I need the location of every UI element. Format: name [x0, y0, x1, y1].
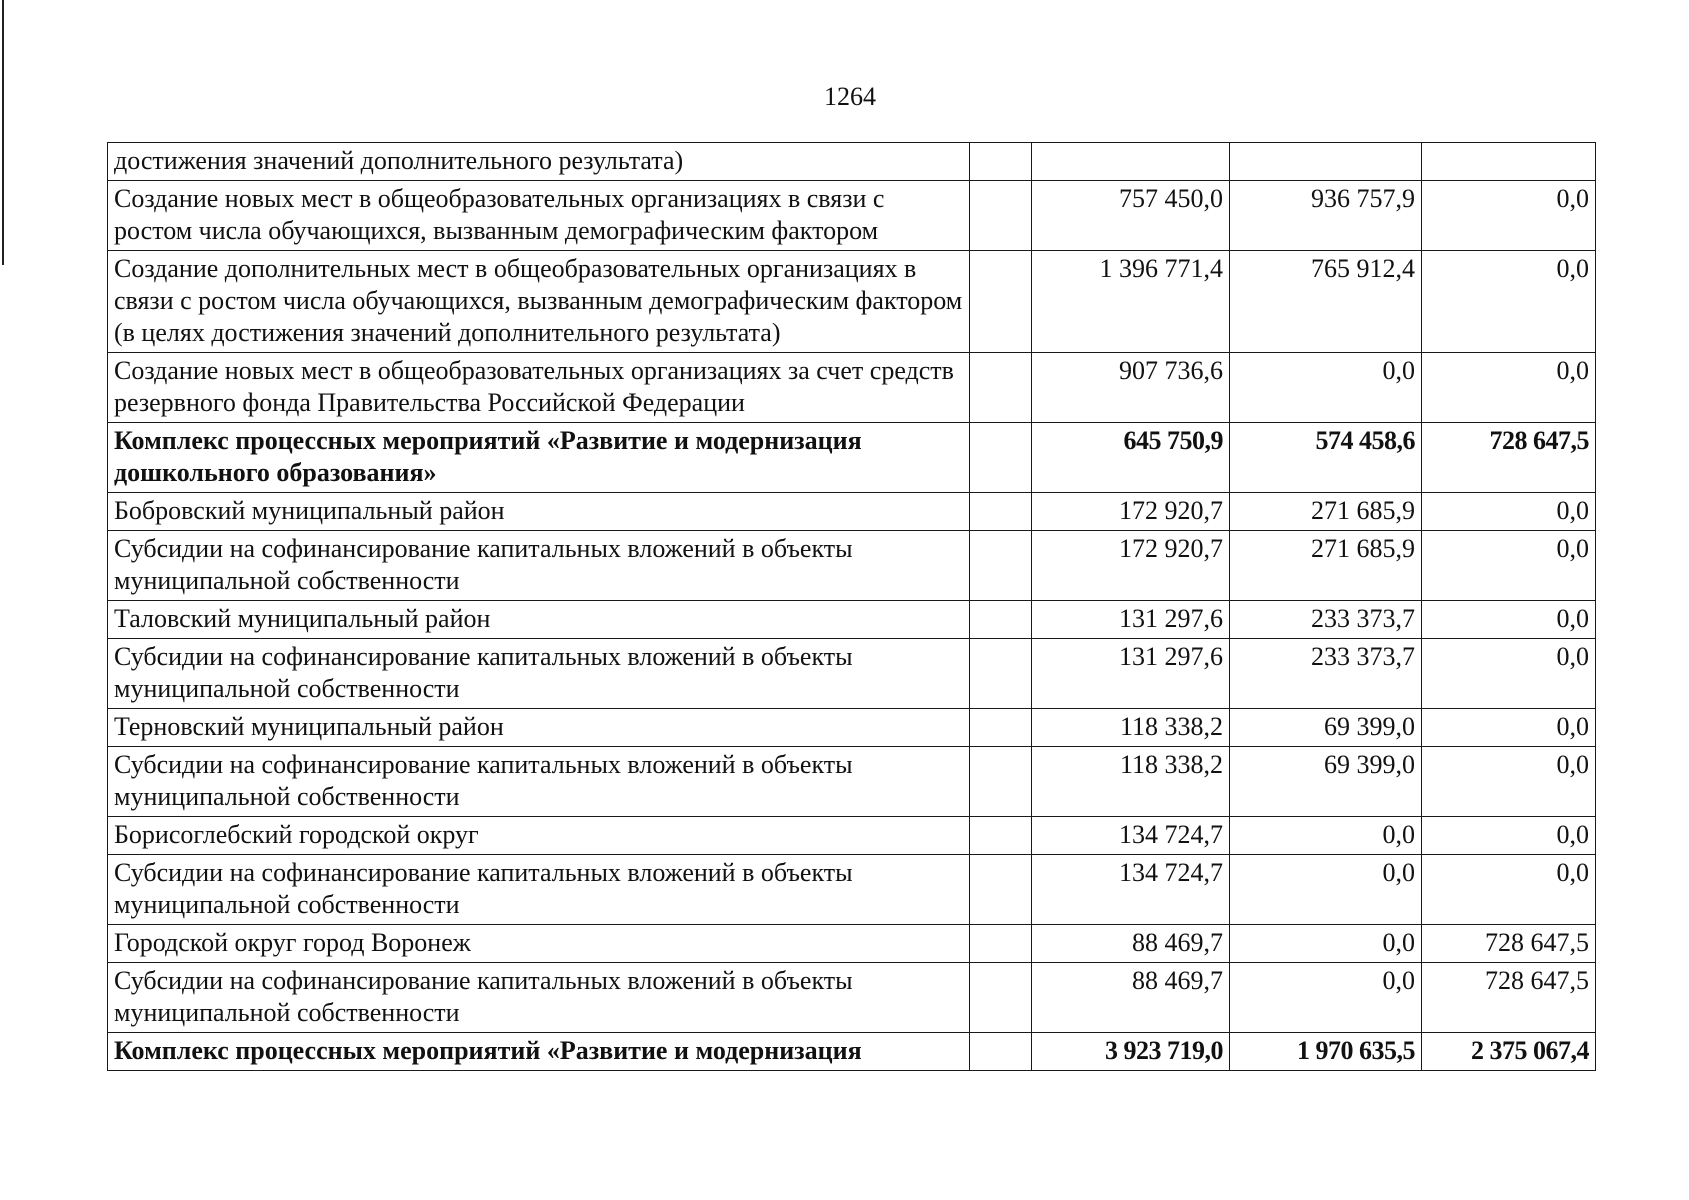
row-name: Комплекс процессных мероприятий «Развитие и модернизация дошкольного образования» [108, 423, 970, 493]
row-value-2: 69 399,0 [1230, 747, 1422, 817]
row-code-cell [970, 855, 1032, 925]
row-value-1: 757 450,0 [1032, 181, 1230, 251]
row-code-cell [970, 353, 1032, 423]
row-value-2: 69 399,0 [1230, 709, 1422, 747]
row-name: Городской округ город Воронеж [108, 925, 970, 963]
row-value-1: 131 297,6 [1032, 601, 1230, 639]
table-row-section-header [108, 423, 1596, 493]
row-code-cell [970, 1033, 1032, 1071]
table-row [108, 817, 1596, 855]
row-value-1: 1 396 771,4 [1032, 251, 1230, 353]
row-value-2: 271 685,9 [1230, 531, 1422, 601]
row-code-cell [970, 639, 1032, 709]
row-value-1: 134 724,7 [1032, 817, 1230, 855]
row-code-cell [970, 143, 1032, 181]
row-value-2: 936 757,9 [1230, 181, 1422, 251]
row-value-1: 907 736,6 [1032, 353, 1230, 423]
row-value-3: 0,0 [1422, 817, 1596, 855]
row-name: Субсидии на софинансирование капитальных вложений в объекты муниципальной собственности [108, 855, 970, 925]
row-value-2: 233 373,7 [1230, 639, 1422, 709]
row-code-cell [970, 601, 1032, 639]
row-name: Таловский муниципальный район [108, 601, 970, 639]
row-value-1: 3 923 719,0 [1032, 1033, 1230, 1071]
row-value-2: 574 458,6 [1230, 423, 1422, 493]
row-code-cell [970, 251, 1032, 353]
row-value-3: 728 647,5 [1422, 423, 1596, 493]
row-value-2: 0,0 [1230, 963, 1422, 1033]
row-value-1: 172 920,7 [1032, 493, 1230, 531]
row-code-cell [970, 423, 1032, 493]
row-name: Субсидии на софинансирование капитальных вложений в объекты муниципальной собственности [108, 747, 970, 817]
row-value-1 [1032, 143, 1230, 181]
row-value-3: 0,0 [1422, 639, 1596, 709]
row-name: Комплекс процессных мероприятий «Развитие и модернизация [108, 1033, 970, 1071]
table-row [108, 181, 1596, 251]
table-row [108, 709, 1596, 747]
row-value-3: 2 375 067,4 [1422, 1033, 1596, 1071]
row-value-2: 0,0 [1230, 817, 1422, 855]
row-value-3 [1422, 143, 1596, 181]
row-name: достижения значений дополнительного результата) [108, 143, 970, 181]
row-value-3: 0,0 [1422, 531, 1596, 601]
table-row [108, 251, 1596, 353]
row-value-2: 0,0 [1230, 855, 1422, 925]
row-value-1: 88 469,7 [1032, 925, 1230, 963]
row-value-3: 0,0 [1422, 181, 1596, 251]
row-value-3: 0,0 [1422, 251, 1596, 353]
row-name: Бобровский муниципальный район [108, 493, 970, 531]
row-name: Борисоглебский городской округ [108, 817, 970, 855]
row-code-cell [970, 531, 1032, 601]
row-code-cell [970, 181, 1032, 251]
row-value-1: 88 469,7 [1032, 963, 1230, 1033]
row-value-1: 131 297,6 [1032, 639, 1230, 709]
table-row [108, 531, 1596, 601]
row-name: Субсидии на софинансирование капитальных вложений в объекты муниципальной собственности [108, 963, 970, 1033]
row-code-cell [970, 817, 1032, 855]
row-value-1: 172 920,7 [1032, 531, 1230, 601]
row-name: Терновский муниципальный район [108, 709, 970, 747]
row-value-3: 0,0 [1422, 855, 1596, 925]
row-value-3: 0,0 [1422, 747, 1596, 817]
table-row [108, 353, 1596, 423]
table-row [108, 747, 1596, 817]
scan-edge-line [2, 0, 4, 265]
row-code-cell [970, 925, 1032, 963]
row-value-1: 645 750,9 [1032, 423, 1230, 493]
row-value-3: 0,0 [1422, 353, 1596, 423]
row-value-2: 0,0 [1230, 353, 1422, 423]
table-row [108, 963, 1596, 1033]
row-code-cell [970, 963, 1032, 1033]
row-value-2: 271 685,9 [1230, 493, 1422, 531]
row-value-3: 0,0 [1422, 709, 1596, 747]
budget-table-body [108, 143, 1596, 1071]
row-value-2: 1 970 635,5 [1230, 1033, 1422, 1071]
row-name: Создание дополнительных мест в общеобразовательных организациях в связи с ростом числа обучающихся, вызванным демографическим фактором (в целях достижения значений дополнительного результата) [108, 251, 970, 353]
row-value-1: 118 338,2 [1032, 747, 1230, 817]
row-value-3: 0,0 [1422, 601, 1596, 639]
table-row [108, 925, 1596, 963]
row-value-2 [1230, 143, 1422, 181]
row-value-2: 0,0 [1230, 925, 1422, 963]
row-name: Субсидии на софинансирование капитальных вложений в объекты муниципальной собственности [108, 531, 970, 601]
table-row [108, 639, 1596, 709]
row-name: Создание новых мест в общеобразовательных организациях за счет средств резервного фонда Правительства Российской Федерации [108, 353, 970, 423]
page-number: 1264 [824, 82, 876, 111]
row-value-3: 0,0 [1422, 493, 1596, 531]
row-code-cell [970, 493, 1032, 531]
row-name: Субсидии на софинансирование капитальных вложений в объекты муниципальной собственности [108, 639, 970, 709]
row-value-2: 233 373,7 [1230, 601, 1422, 639]
table-row [108, 493, 1596, 531]
row-value-1: 134 724,7 [1032, 855, 1230, 925]
row-code-cell [970, 747, 1032, 817]
table-row [108, 855, 1596, 925]
budget-table [107, 142, 1596, 1071]
row-value-1: 118 338,2 [1032, 709, 1230, 747]
row-value-3: 728 647,5 [1422, 963, 1596, 1033]
table-row-section-header [108, 1033, 1596, 1071]
table-row [108, 143, 1596, 181]
table-row [108, 601, 1596, 639]
row-name: Создание новых мест в общеобразовательных организациях в связи с ростом числа обучающихся, вызванным демографическим фактором [108, 181, 970, 251]
row-code-cell [970, 709, 1032, 747]
row-value-3: 728 647,5 [1422, 925, 1596, 963]
row-value-2: 765 912,4 [1230, 251, 1422, 353]
